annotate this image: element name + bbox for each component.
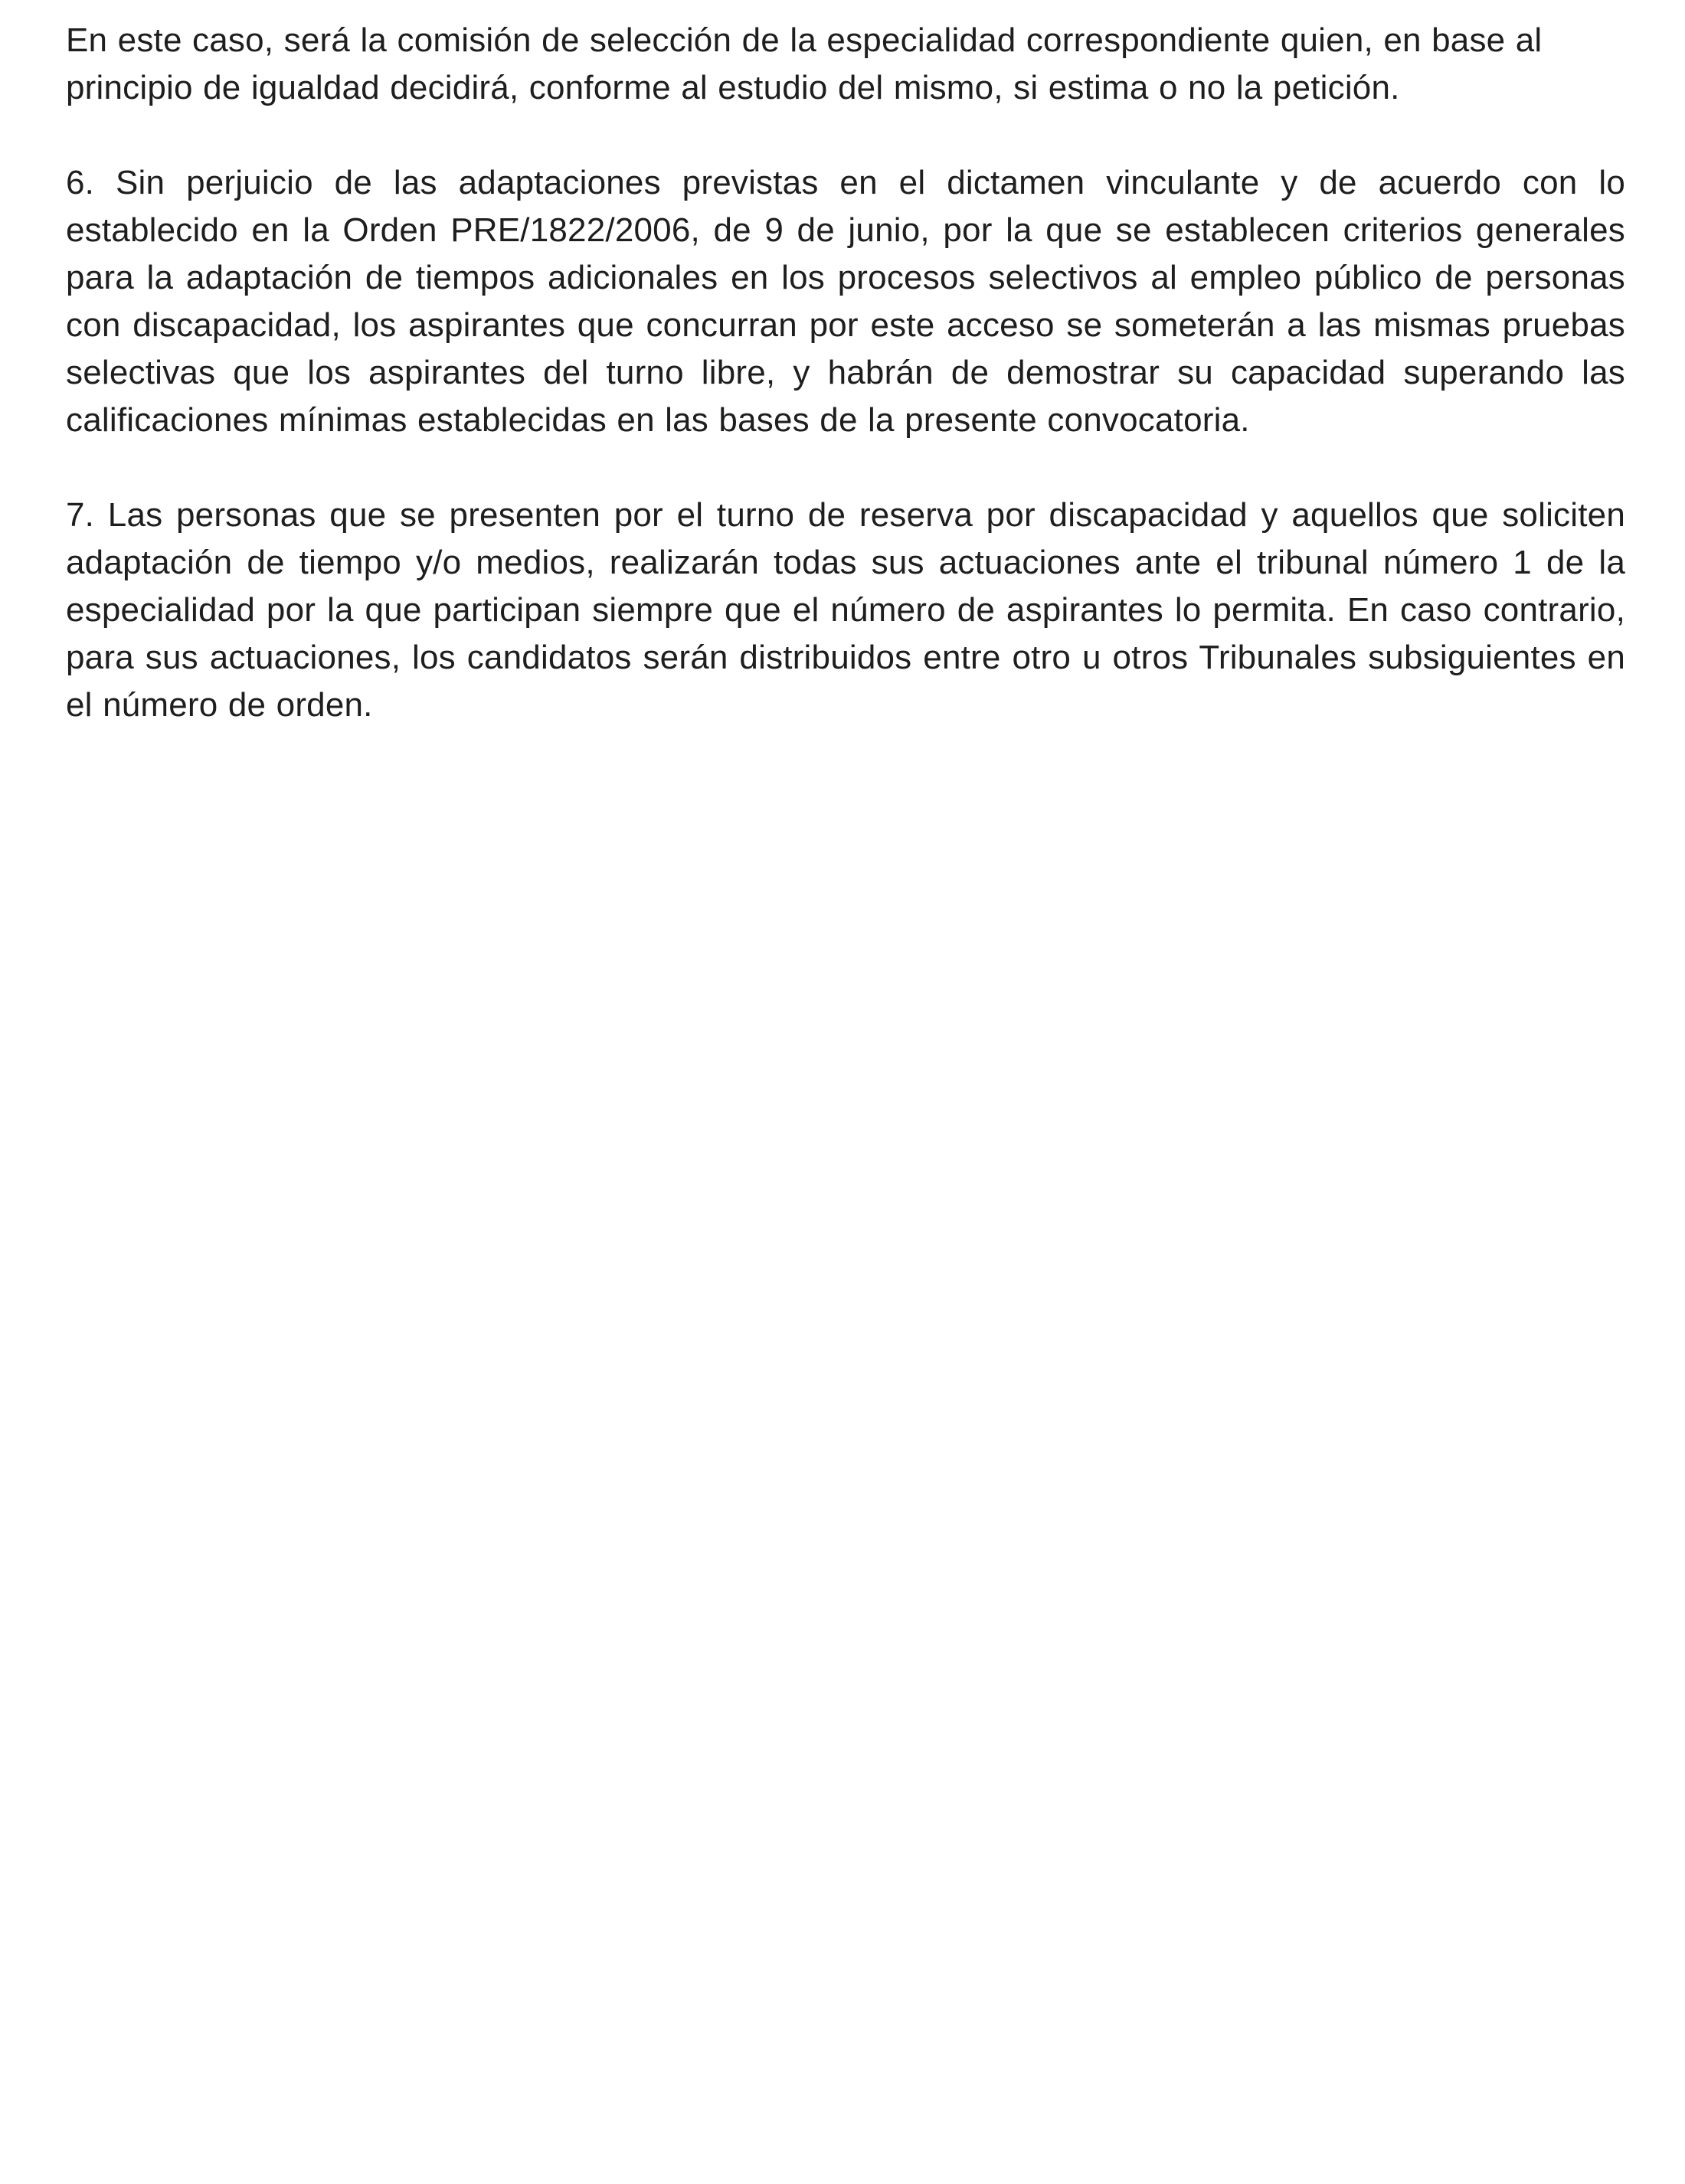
document-text-block: [66, 17, 1625, 729]
paragraph-intro: En este caso, será la comisión de selección de la especialidad correspondiente quien, en base al principio de igualdad decidirá, conforme al estudio del mismo, si estima o no la petición.: [66, 21, 1543, 106]
paragraph-6: 6. Sin perjuicio de las adaptaciones previstas en el dictamen vinculante y de acuerdo con lo establecido en la Orden PRE/1822/2006, de 9 de junio, por la que se establecen criterios generales para la adaptación de tiempos adicionales en los procesos selectivos al empleo público de personas con discapacidad, los aspirantes que concurran por este acceso se someterán a las mismas pruebas selectivas que los aspirantes del turno libre, y habrán de demostrar su capacidad superando las calificaciones mínimas establecidas en las bases de la presente convocatoria.: [66, 164, 1625, 439]
paragraph-7: 7. Las personas que se presenten por el turno de reserva por discapacidad y aquellos que soliciten adaptación de tiempo y/o medios, realizarán todas sus actuaciones ante el tribunal número 1 de la especialidad por la que participan siempre que el número de aspirantes lo permita. En caso contrario, para sus actuaciones, los candidatos serán distribuidos entre otro u otros Tribunales subsiguientes en el número de orden.: [66, 496, 1625, 724]
